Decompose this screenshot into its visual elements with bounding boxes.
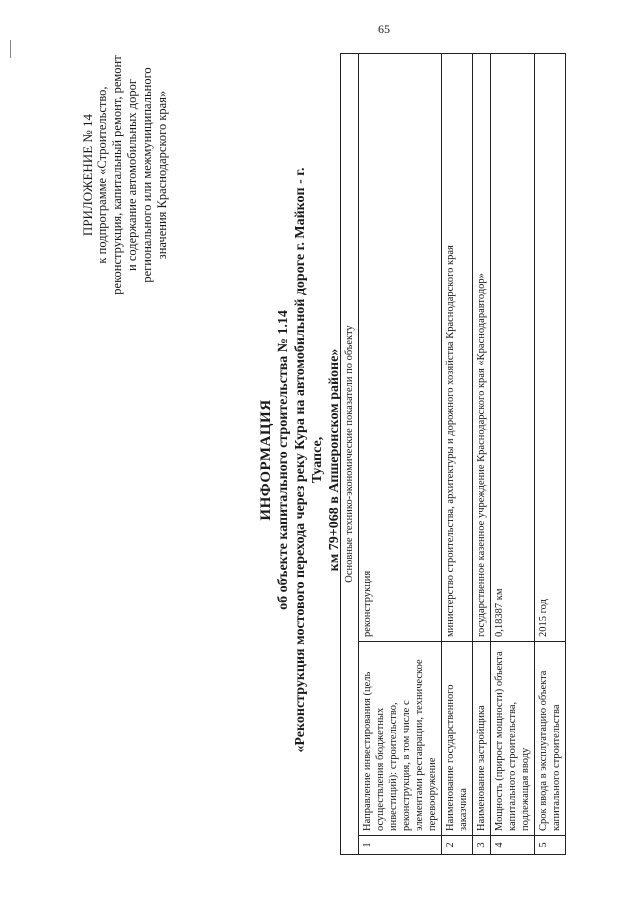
- document-title: ИНФОРМАЦИЯ: [258, 399, 274, 521]
- appendix-line: значения Краснодарского края»: [155, 90, 169, 260]
- table-row: [535, 54, 566, 855]
- appendix-block: [80, 10, 170, 340]
- row-number: 1: [359, 836, 442, 855]
- appendix-line: и содержание автомобильных дорог: [125, 79, 139, 271]
- document-heading: [258, 160, 343, 760]
- row-number: 3: [473, 836, 491, 855]
- row-value: 0,18387 км: [491, 54, 535, 642]
- appendix-line: регионального или межмуниципального: [140, 67, 154, 283]
- rotated-content: [0, 50, 640, 855]
- appendix-title: ПРИЛОЖЕНИЕ № 14: [80, 113, 95, 237]
- row-label: Срок ввода в эксплуатацию объекта капитального строительства: [535, 642, 566, 836]
- table-row: [473, 54, 491, 855]
- indicators-table: [340, 53, 566, 855]
- table-row: [491, 54, 535, 855]
- row-number: 2: [442, 836, 473, 855]
- object-name-line: «Реконструкция мостового перехода через реку Кура на автомобильной дороге г. Майкоп - г. Туапсе,: [293, 167, 325, 753]
- row-label: Направление инвестирования (цель осуществления бюджетных инвестиций): строительство, реконструкция, в том числе с элементами реставрации, техническое перевооружение: [359, 642, 442, 836]
- object-name-line: км 79+068 в Апшеронском районе»: [327, 348, 342, 572]
- appendix-line: к подпрограмме «Строительство,: [95, 86, 109, 264]
- table-header: Основные технико-экономические показатели по объекту: [341, 54, 359, 855]
- row-value: государственное казенное учреждение Краснодарского края «Краснодаравтодор»: [473, 54, 491, 642]
- row-number: 5: [535, 836, 566, 855]
- row-value: министерство строительства, архитектуры и дорожного хозяйства Краснодарского края: [442, 54, 473, 642]
- page-number: 65: [378, 22, 390, 36]
- row-label: Наименование застройщика: [473, 642, 491, 836]
- table-row: [359, 54, 442, 855]
- table-row: [442, 54, 473, 855]
- document-subtitle: об объекте капитального строительства № 1.14: [276, 310, 291, 610]
- row-label: Мощность (прирост мощности) объекта капитального строительства, подлежащая вводу: [491, 642, 535, 836]
- row-value: 2015 год: [535, 54, 566, 642]
- table-header-row: [341, 54, 359, 855]
- row-number: 4: [491, 836, 535, 855]
- appendix-line: реконструкция, капитальный ремонт, ремонт: [110, 55, 124, 295]
- row-value: реконструкция: [359, 54, 442, 642]
- row-label: Наименование государственного заказчика: [442, 642, 473, 836]
